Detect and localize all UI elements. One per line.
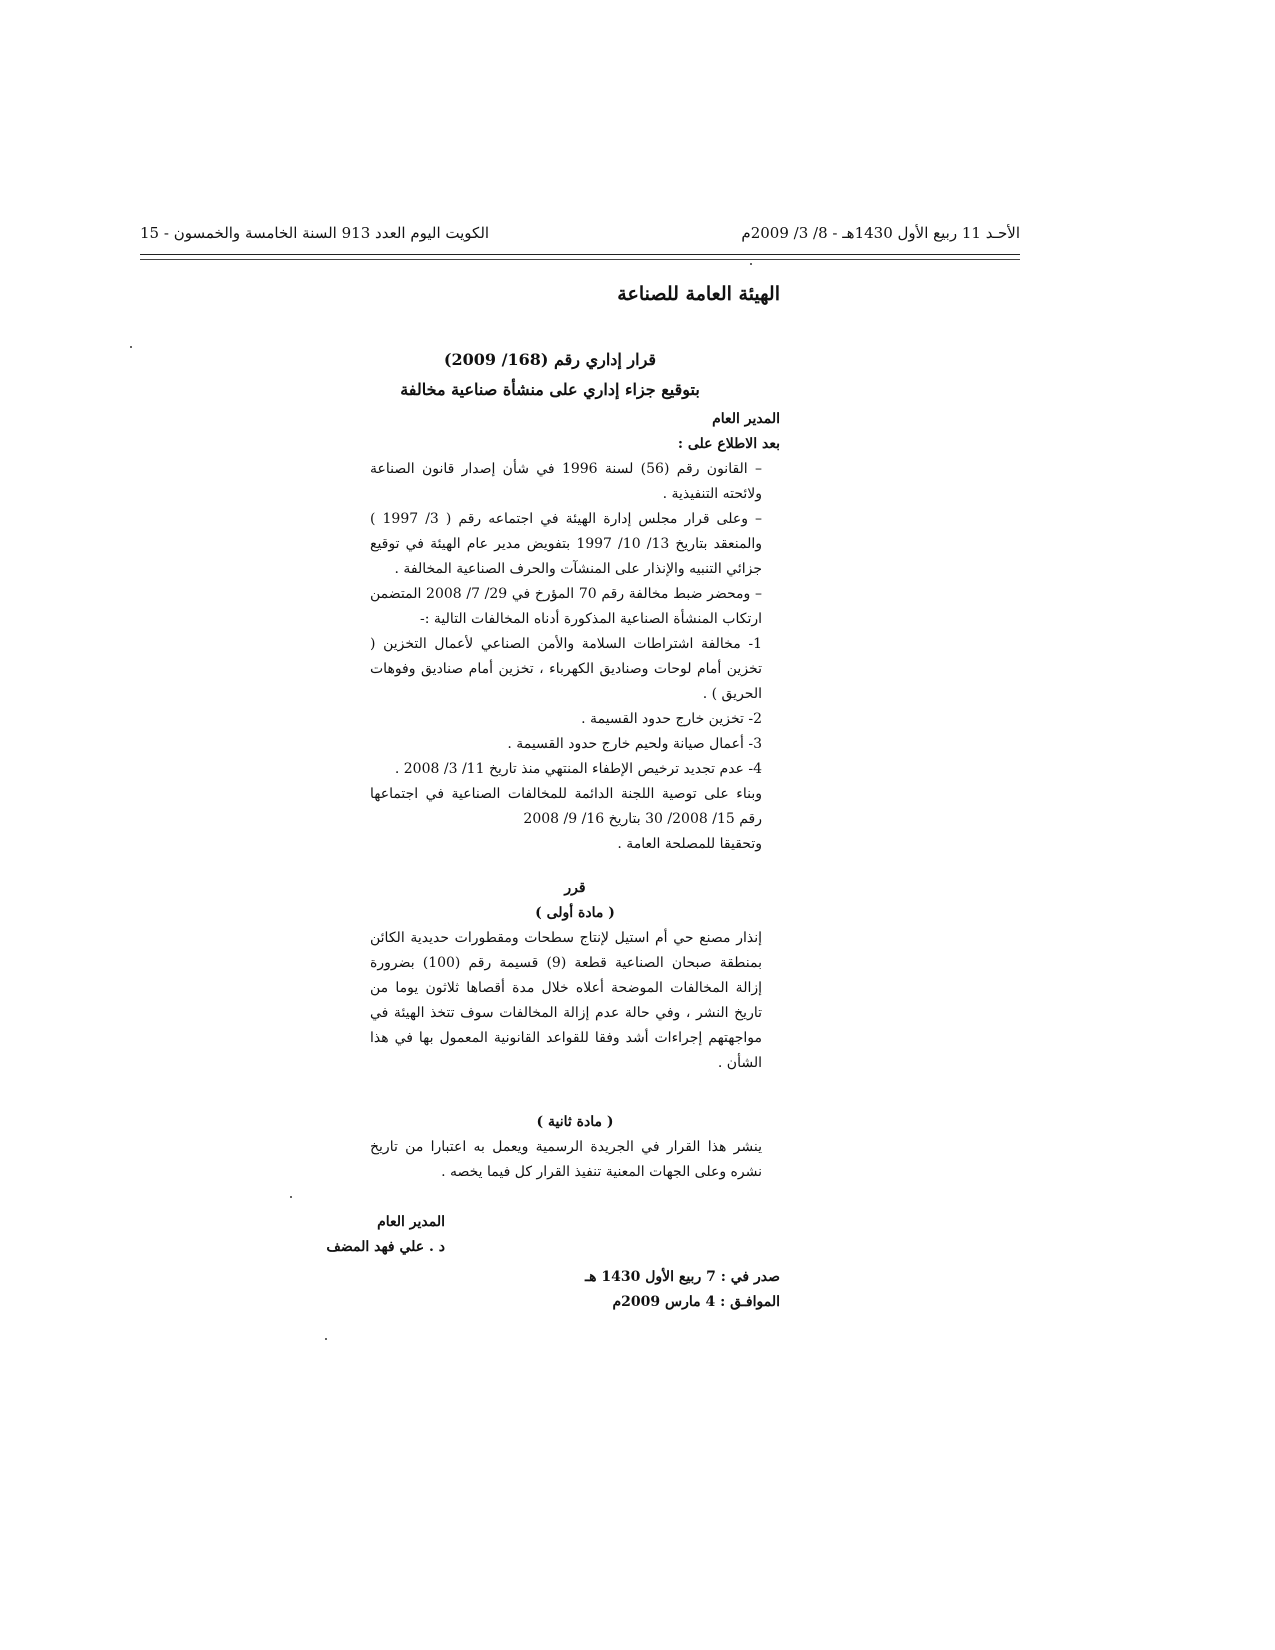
article-1-text: إنذار مصنع حي أم استيل لإنتاج سطحات ومقطورات حديدية الكائن بمنطقة صبحان الصناعية قطعة (9) قسيمة رقم (100) بضرورة إزالة المخالفات الموضحة أعلاه خلال مدة أقصاها ثلاثون يوما من تاريخ النشر ، وفي حالة عدم إزالة المخالفات سوف تتخذ الهيئة في مواجهتهم إجراءات أشد وفقا للقواعد القانونية المعمول بها في هذا الشأن . (370, 930, 762, 1071)
issuing-authority: الهيئة العامة للصناعة (617, 283, 780, 305)
violation-item: 1- مخالفة اشتراطات السلامة والأمن الصناعي لأعمال التخزين ( تخزين أمام لوحات وصناديق الكهرباء ، تخزين أمام صناديق وفوهات الحريق ) . (370, 636, 762, 702)
violation-item: 2- تخزين خارج حدود القسيمة . (581, 711, 762, 727)
issued-gregorian: الموافـق : 4 مارس 2009م (612, 1294, 780, 1310)
decision-article-1 (370, 876, 780, 1076)
header-rule-secondary (140, 259, 1020, 260)
scan-speck (290, 1196, 292, 1198)
violation-item: 4- عدم تجديد ترخيص الإطفاء المنتهي منذ تاريخ 11/ 3/ 2008 . (394, 761, 762, 777)
scan-speck (325, 1338, 327, 1340)
decision-title (380, 345, 720, 405)
header-date: الأحـد 11 ربيع الأول 1430هـ - 8/ 3/ 2009م (741, 224, 1020, 242)
signature-block (245, 1210, 445, 1260)
committee-recommendation: وبناء على توصية اللجنة الدائمة للمخالفات الصناعية في اجتماعها رقم 15/ 2008/ 30 بتاريخ 16/ 9/ 2008 (370, 786, 762, 827)
signature-name: د . علي فهد المضف (326, 1239, 445, 1255)
issue-date-block (530, 1265, 780, 1315)
issued-hijri: صدر في : 7 ربيع الأول 1430 هـ (585, 1269, 780, 1285)
decision-heading: قرر (564, 880, 586, 896)
decision-subject: بتوقيع جزاء إداري على منشأة صناعية مخالفة (400, 380, 700, 399)
public-interest: وتحقيقا للمصلحة العامة . (617, 836, 762, 852)
signature-role: المدير العام (377, 1214, 445, 1230)
preamble-item: – ومحضر ضبط مخالفة رقم 70 المؤرخ في 29/ 7/ 2008 المتضمن ارتكاب المنشأة الصناعية المذكورة أدناه المخالفات التالية :- (370, 586, 762, 627)
running-header (140, 224, 1020, 242)
scan-speck (130, 346, 132, 348)
scan-speck (750, 263, 752, 265)
preamble-item: – القانون رقم (56) لسنة 1996 في شأن إصدار قانون الصناعة ولائحته التنفيذية . (370, 461, 762, 502)
preamble-after-review: بعد الاطلاع على : (677, 436, 780, 452)
header-rule (140, 254, 1020, 255)
header-issue-info: الكويت اليوم العدد 913 السنة الخامسة والخمسون - 15 (140, 224, 490, 242)
decision-number: قرار إداري رقم (168/ 2009) (443, 350, 657, 369)
preamble-director: المدير العام (712, 411, 780, 427)
article-1-heading: ( مادة أولى ) (535, 905, 615, 921)
article-2-heading: ( مادة ثانية ) (536, 1114, 614, 1130)
preamble (370, 407, 780, 857)
violation-item: 3- أعمال صيانة ولحيم خارج حدود القسيمة . (507, 736, 762, 752)
article-2-text: ينشر هذا القرار في الجريدة الرسمية ويعمل به اعتبارا من تاريخ نشره وعلى الجهات المعنية تنفيذ القرار كل فيما يخصه . (370, 1139, 762, 1180)
decision-article-2 (370, 1110, 780, 1185)
preamble-item: – وعلى قرار مجلس إدارة الهيئة في اجتماعه رقم ( 3/ 1997 ) والمنعقد بتاريخ 13/ 10/ 1997 بتفويض مدير عام الهيئة في توقيع جزائي التنبيه والإنذار على المنشآت والحرف الصناعية المخالفة . (370, 511, 763, 577)
